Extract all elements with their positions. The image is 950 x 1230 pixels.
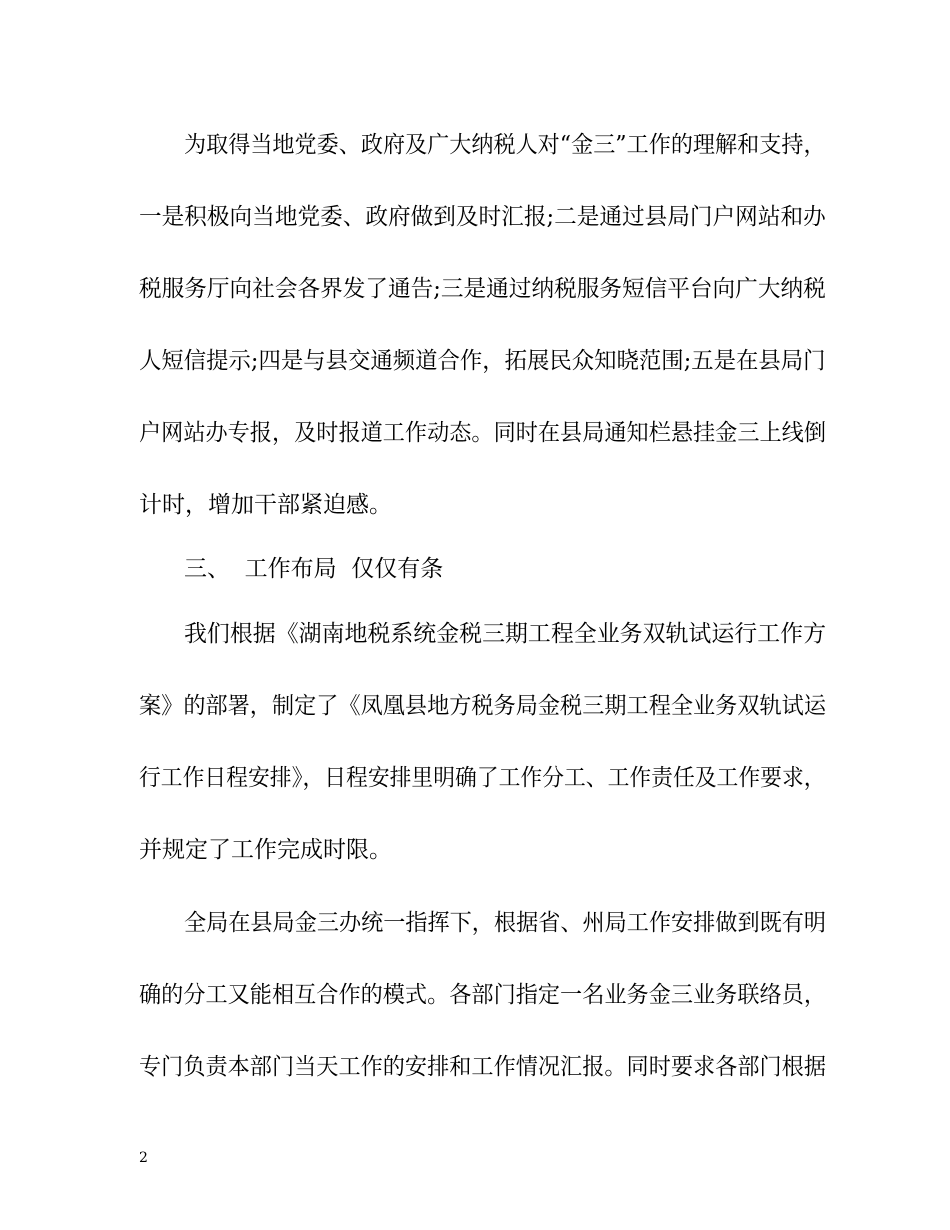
paragraph-line: 户网站办专报，及时报道工作动态。同时在县局通知栏悬挂金三上线倒 [139,420,826,446]
paragraph-line: 行工作日程安排》，日程安排里明确了工作分工、工作责任及工作要求， [139,765,826,791]
paragraph-line: 案》的部署，制定了《凤凰县地方税务局金税三期工程全业务双轨试运 [139,693,826,719]
page-number: 2 [139,1150,148,1166]
paragraph-line: 一是积极向当地党委、政府做到及时汇报;二是通过县局门户网站和办 [139,204,826,230]
paragraph-line: 人短信提示;四是与县交通频道合作，拓展民众知晓范围;五是在县局门 [139,348,826,374]
paragraph-line: 全局在县局金三办统一指挥下，根据省、州局工作安排做到既有明 [184,910,826,936]
paragraph-line: 并规定了工作完成时限。 [139,837,392,863]
section-heading: 三、 工作布局 仅仅有条 [184,556,444,582]
paragraph-line: 计时，增加干部紧迫感。 [139,492,392,518]
paragraph-line: 我们根据《湖南地税系统金税三期工程全业务双轨试运行工作方 [184,621,827,647]
paragraph-line: 专门负责本部门当天工作的安排和工作情况汇报。同时要求各部门根据 [139,1054,826,1080]
paragraph-line: 为取得当地党委、政府及广大纳税人对“金三”工作的理解和支持， [184,132,826,158]
paragraph-line: 确的分工又能相互合作的模式。各部门指定一名业务金三业务联络员， [139,982,826,1008]
paragraph-line: 税服务厅向社会各界发了通告;三是通过纳税服务短信平台向广大纳税 [139,276,826,302]
